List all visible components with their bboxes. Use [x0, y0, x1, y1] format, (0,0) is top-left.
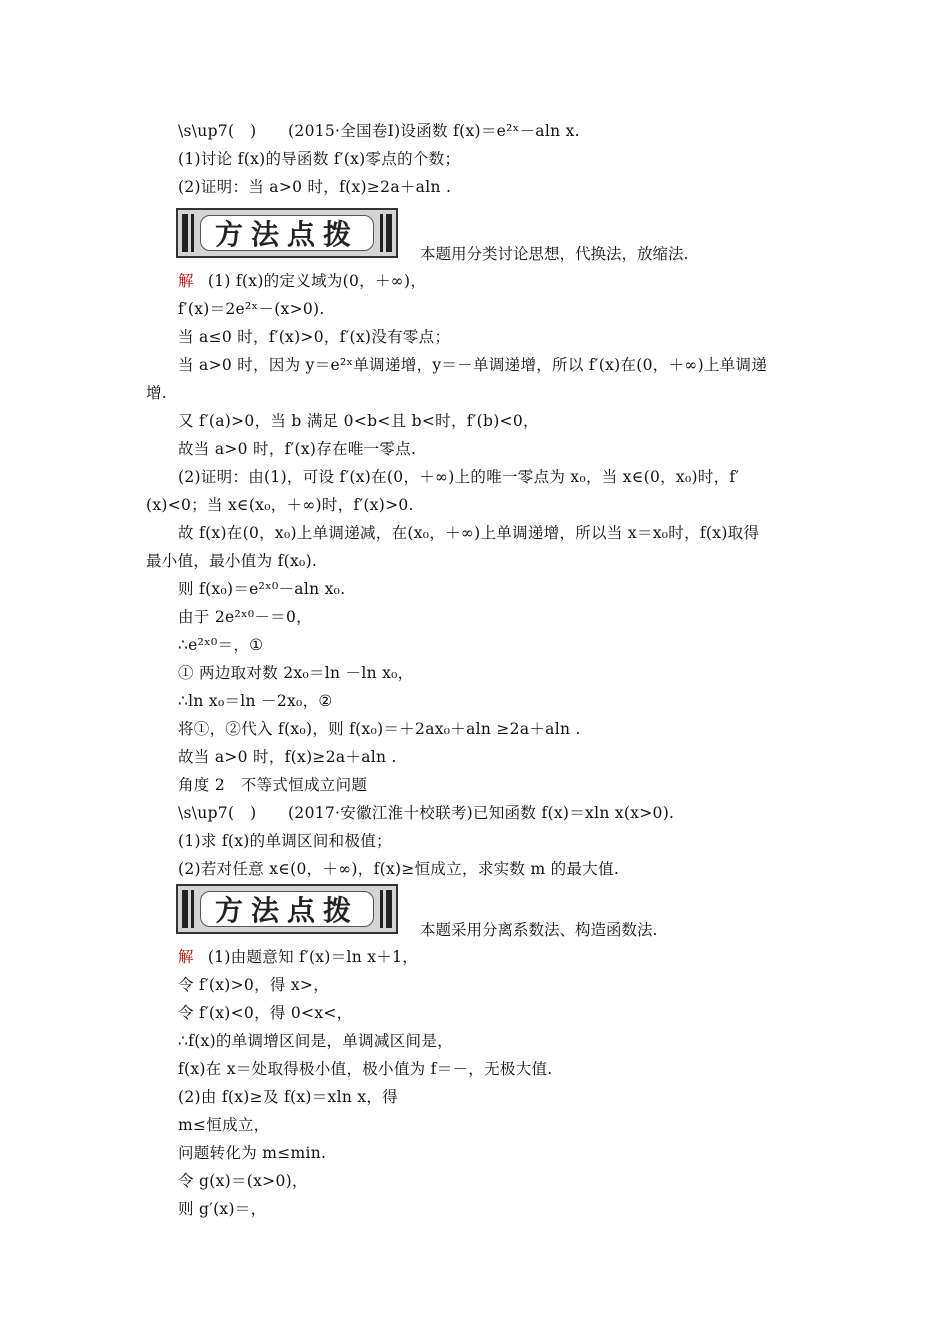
angle2-heading: 角度 2 不等式恒成立问题 — [178, 776, 368, 794]
method-badge-2 — [176, 884, 398, 934]
solution1-line12: ① 两边取对数 2x₀＝ln －ln x₀， — [178, 664, 414, 682]
solution1-line4: 当 a>0 时，因为 y＝e²ˣ单调递增，y＝－单调递增，所以 f′(x)在(0，＋∞)上单调递 — [178, 356, 768, 374]
solution2-line3: 令 f′(x)<0，得 0<x<， — [178, 1004, 353, 1022]
solution1-line14: 将①，②代入 f(x₀)，则 f(x₀)＝＋2ax₀＋aln ≥2a＋aln . — [178, 720, 581, 738]
method2-note: 本题采用分离系数法、构造函数法. — [420, 921, 658, 939]
solution1-line8b: 最小值，最小值为 f(x₀). — [146, 552, 318, 570]
solution-keyword: 解 — [178, 272, 194, 290]
solution1-line7: (2)证明：由(1)，可设 f′(x)在(0，＋∞)上的唯一零点为 x₀，当 x∈(0，x₀)时，f′ — [178, 468, 740, 486]
problem2-question1: (1)求 f(x)的单调区间和极值； — [178, 832, 392, 850]
solution1-line4b: 增. — [146, 384, 168, 402]
solution1-line1: 解 (1) f(x)的定义域为(0，＋∞)， — [178, 272, 427, 290]
solution2-line9: 令 g(x)＝(x>0)， — [178, 1172, 308, 1190]
solution1-line10: 由于 2e²ˣ⁰－＝0， — [178, 608, 312, 626]
problem2-header: \s\up7( ) (2017·安徽江淮十校联考)已知函数 f(x)＝xln x(x>0). — [178, 804, 675, 822]
solution1-line5: 又 f′(a)>0，当 b 满足 0<b<且 b<时，f′(b)<0， — [178, 412, 539, 430]
problem1-question1: (1)讨论 f(x)的导函数 f′(x)零点的个数； — [178, 150, 461, 168]
problem2-question2: (2)若对任意 x∈(0，＋∞)，f(x)≥恒成立，求实数 m 的最大值. — [178, 860, 620, 878]
solution1-line11: ∴e²ˣ⁰＝，① — [178, 636, 264, 654]
method-badge-1 — [176, 208, 398, 258]
solution2-line10: 则 g′(x)＝， — [178, 1200, 267, 1218]
solution1-line2: f′(x)＝2e²ˣ－(x>0). — [178, 300, 325, 318]
solution2-line2: 令 f′(x)>0，得 x>， — [178, 976, 330, 994]
solution-keyword: 解 — [178, 948, 194, 966]
solution2-line5: f(x)在 x＝处取得极小值，极小值为 f＝－，无极大值. — [178, 1060, 553, 1078]
problem1-header: \s\up7( ) (2015·全国卷Ⅰ)设函数 f(x)＝e²ˣ－aln x. — [178, 122, 580, 140]
method-badge-label: 方法点拨 — [200, 215, 374, 251]
solution1-line13: ∴ln x₀＝ln －2x₀，② — [178, 692, 333, 710]
solution1-line9: 则 f(x₀)＝e²ˣ⁰－aln x₀. — [178, 580, 346, 598]
solution1-line6: 故当 a>0 时，f′(x)存在唯一零点. — [178, 440, 417, 458]
solution2-line4: ∴f(x)的单调增区间是，单调减区间是， — [178, 1032, 453, 1050]
solution1-line7b: (x)<0；当 x∈(x₀，＋∞)时，f′(x)>0. — [146, 496, 414, 514]
solution2-line8: 问题转化为 m≤min. — [178, 1144, 327, 1162]
problem1-question2: (2)证明：当 a>0 时，f(x)≥2a＋aln . — [178, 178, 452, 196]
method1-note: 本题用分类讨论思想，代换法，放缩法. — [420, 245, 689, 263]
solution2-line6: (2)由 f(x)≥及 f(x)＝xln x，得 — [178, 1088, 398, 1106]
solution2-line1: 解 (1)由题意知 f′(x)＝ln x＋1， — [178, 948, 419, 966]
solution2-line7: m≤恒成立， — [178, 1116, 270, 1134]
solution1-line3: 当 a≤0 时，f′(x)>0，f′(x)没有零点； — [178, 328, 451, 346]
solution1-line15: 故当 a>0 时，f(x)≥2a＋aln . — [178, 748, 397, 766]
solution1-line8: 故 f(x)在(0，x₀)上单调递减，在(x₀，＋∞)上单调递增，所以当 x＝x₀时，f(x)取得 — [178, 524, 760, 542]
method-badge-label: 方法点拨 — [200, 891, 374, 927]
